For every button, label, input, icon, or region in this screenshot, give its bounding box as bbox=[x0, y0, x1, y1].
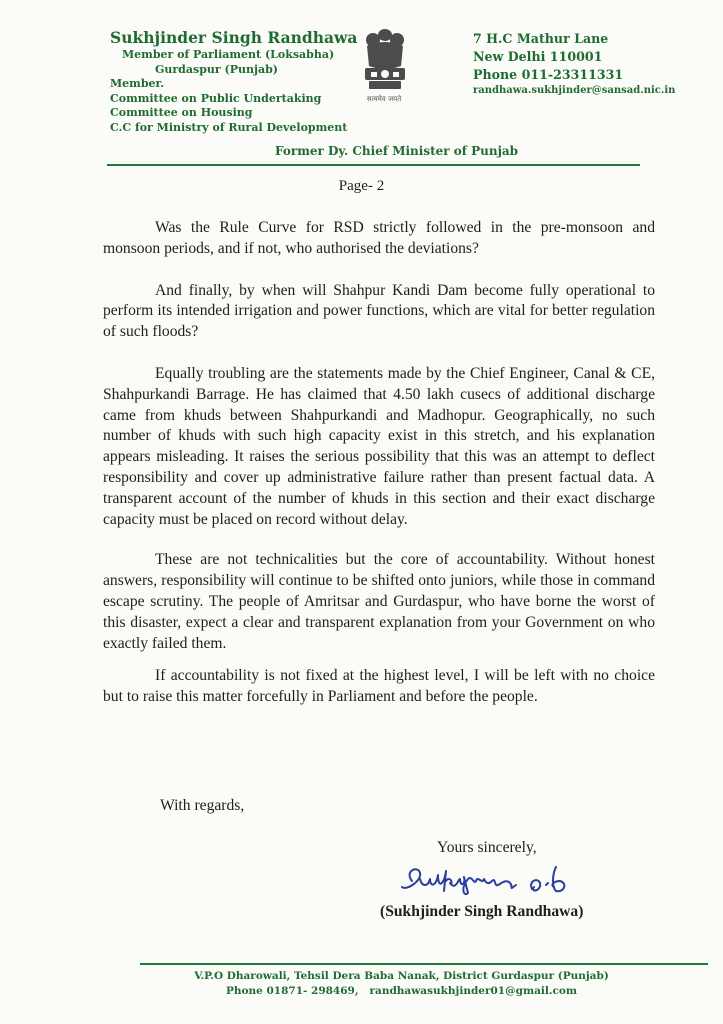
footer-address: V.P.O Dharowali, Tehsil Dera Baba Nanak, District Gurdaspur (Punjab) bbox=[194, 970, 609, 982]
letterhead-right bbox=[473, 30, 675, 98]
header-divider bbox=[107, 164, 640, 166]
paragraph: And finally, by when will Shahpur Kandi Dam become fully operational to perform its intended irrigation and power functions, which are vital for better regulation of such floods? bbox=[103, 281, 655, 341]
office-email: randhawa.sukhjinder@sansad.nic.in bbox=[473, 85, 676, 96]
paragraph: These are not technicalities but the core of accountability. Without honest answers, responsibility will continue to be shifted onto juniors, while those in command escape scrutiny. The people of Amritsar and Gurdaspur, who have borne the worst of this disaster, expect a clear and transparent explanation from your Government on who exactly failed them. bbox=[103, 551, 655, 652]
paragraph: Equally troubling are the statements made by the Chief Engineer, Canal & CE, Shahpurkandi Barrage. He has claimed that 4.50 lakh cusecs of additional discharge came from khuds between Shahpurkandi and Madhopur. Geographically, no such number of khuds with such high capacity exist in this stretch, and his explanation appears misleading. It raises the serious possibility that this was an attempt to deflect responsibility and cover up administrative failure rather than present factual data. A transparent account of the number of khuds in this section and their exact discharge capacity must be placed on record without delay. bbox=[103, 364, 655, 528]
paragraph: If accountability is not fixed at the highest level, I will be left with no choice but to raise this matter forcefully in Parliament and before the people. bbox=[103, 667, 655, 706]
page-number: Page- 2 bbox=[338, 178, 385, 194]
footer-email: randhawasukhjinder01@gmail.com bbox=[369, 985, 578, 997]
address-line2: New Delhi 110001 bbox=[473, 49, 603, 64]
former-title: Former Dy. Chief Minister of Punjab bbox=[275, 144, 519, 158]
emblem-motto: सत्यमेव जयते bbox=[366, 95, 402, 103]
paragraph: Was the Rule Curve for RSD strictly followed in the pre-monsoon and monsoon periods, and if not, who authorised the deviations? bbox=[103, 219, 655, 257]
footer-phone: Phone 01871- 298469, bbox=[225, 985, 359, 997]
closing-regards: With regards, bbox=[160, 797, 245, 814]
letter-body bbox=[103, 218, 655, 718]
closing-sincerely: Yours sincerely, bbox=[437, 839, 537, 856]
committee-item: C.C for Ministry of Rural Development bbox=[110, 120, 348, 134]
letterhead-member-label: Member. bbox=[110, 77, 165, 91]
signatory-name: (Sukhjinder Singh Randhawa) bbox=[380, 903, 584, 920]
footer-contact bbox=[0, 984, 723, 999]
letterhead-name: Sukhjinder Singh Randhawa bbox=[110, 28, 358, 47]
letterhead-position: Member of Parliament (Loksabha) bbox=[122, 48, 335, 61]
committee-item: Committee on Housing bbox=[110, 106, 253, 120]
national-emblem-icon bbox=[359, 26, 411, 106]
address-line1: 7 H.C Mathur Lane bbox=[473, 31, 609, 46]
office-phone: Phone 011-23311331 bbox=[473, 67, 624, 82]
letterhead-left bbox=[110, 28, 357, 136]
letterhead-constituency: Gurdaspur (Punjab) bbox=[155, 62, 278, 76]
handwritten-signature bbox=[398, 861, 603, 897]
committee-item: Committee on Public Undertaking bbox=[110, 91, 322, 105]
footer-divider bbox=[140, 963, 708, 965]
